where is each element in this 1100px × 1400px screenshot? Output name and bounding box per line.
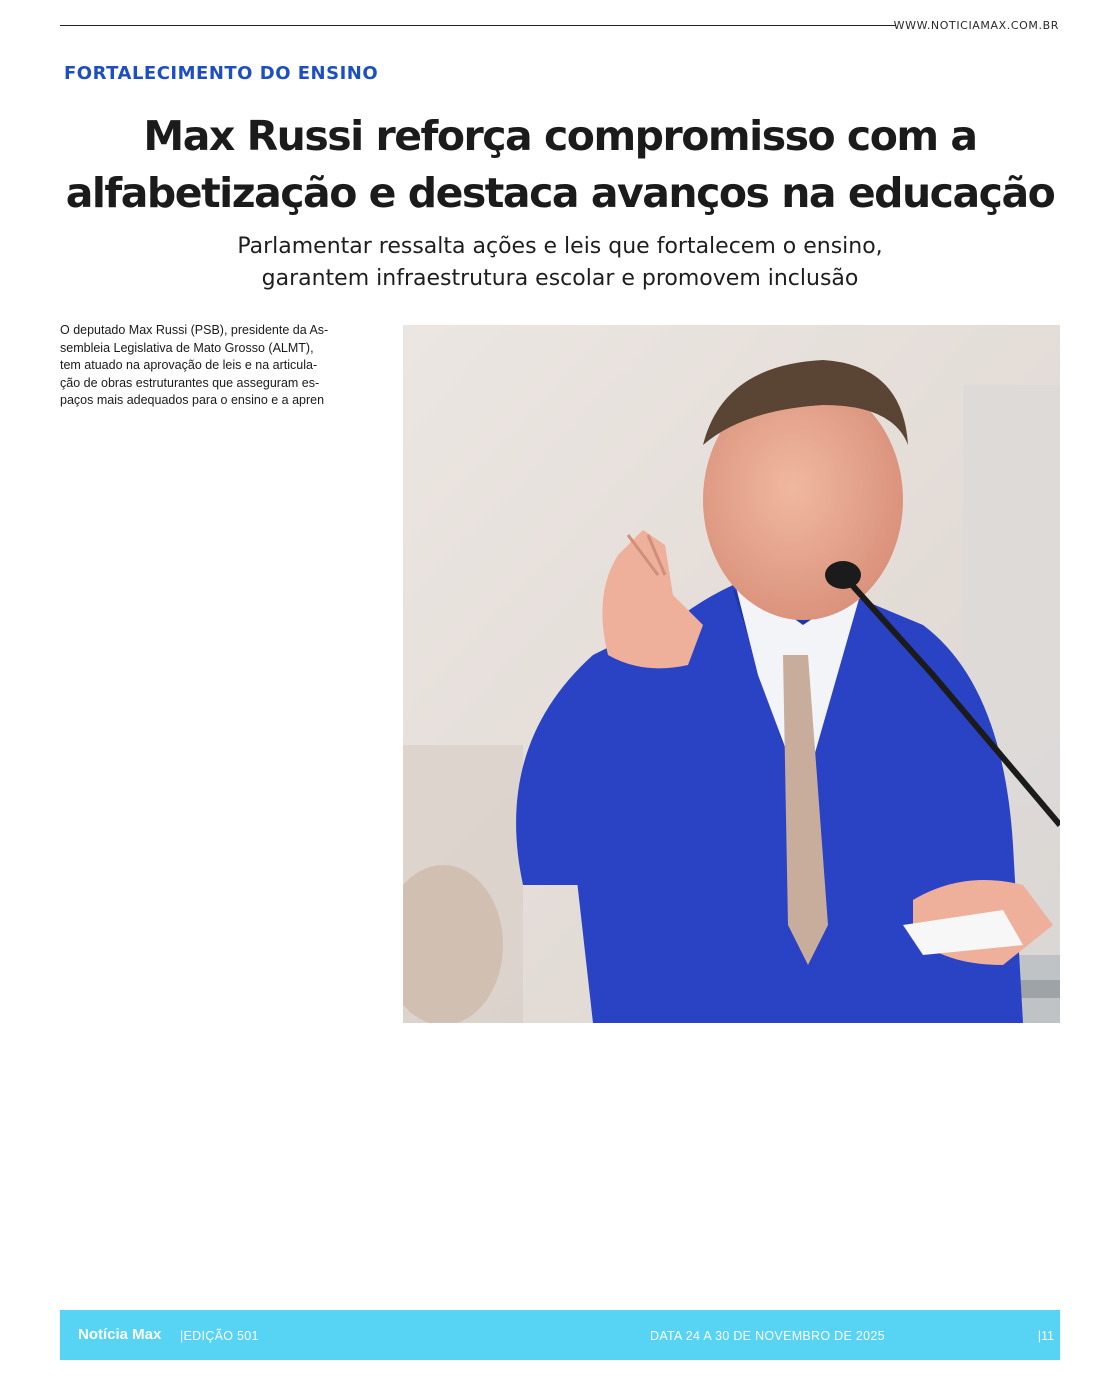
article-photo [403,325,1060,1023]
headline-line-2: alfabetização e destaca avanços na educação [65,169,1055,217]
body-line: ção de obras estruturantes que asseguram es- [60,375,320,390]
body-line: sembleia Legislativa de Mato Grosso (ALMT), [60,340,314,355]
speaker-photo-illustration [403,325,1060,1023]
headline-line-1: Max Russi reforça compromisso com a [143,112,977,160]
body-line: O deputado Max Russi (PSB), presidente da As- [60,323,329,337]
footer-page-number: |11 [1037,1329,1054,1343]
footer-brand: Notícia Max [78,1326,162,1343]
footer-edition: |EDIÇÃO 501 [180,1329,259,1343]
subheadline-line-1: Parlamentar ressalta ações e leis que fortalecem o ensino, [237,234,883,259]
section-kicker: FORTALECIMENTO DO ENSINO [64,63,379,84]
header-rule [60,25,896,26]
footer-date: DATA 24 A 30 DE NOVEMBRO DE 2025 [650,1329,885,1343]
body-line: paços mais adequados para o ensino e a apren [60,393,325,408]
footer-bar [60,1310,1060,1360]
article-body [60,322,372,410]
subheadline-line-2: garantem infraestrutura escolar e promovem inclusão [261,266,859,291]
site-url[interactable]: WWW.NOTICIAMAX.COM.BR [893,19,1059,32]
body-line: tem atuado na aprovação de leis e na articula- [60,358,318,373]
